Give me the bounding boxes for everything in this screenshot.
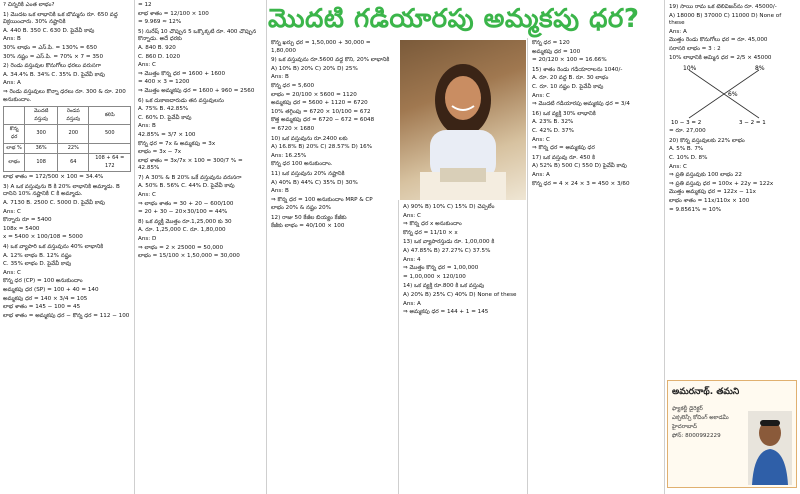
text-line: A. 440 B. 350 C. 630 D. పైవేవీ కావు <box>3 27 95 34</box>
text-line: 7) A 30% & B 20% ఒకే వస్తువును వరుసగా <box>138 174 242 181</box>
text-line: A) 52% B) 500 C) 550 D) పైవేవీ కావు <box>532 163 627 170</box>
text-line: = 9.8561% ≈ 10% <box>669 206 722 213</box>
text-line: Ans: A <box>669 28 687 35</box>
text-line: A) 47.85% B) 27.27% C) 37.5% <box>403 247 491 254</box>
text-line: Ans: C <box>138 62 156 69</box>
author-portrait <box>748 411 792 485</box>
text-line: A. రూ. 20 వద్ద B. రూ. 30 లాభం <box>532 75 609 82</box>
text-line: 5) సురేష్ 10 చొప్పున 5 ఒక్కొక్కటి రూ. 400 చొప్పున కొన్నాడు. అదే ధరకు <box>138 28 257 43</box>
headline: మొదటి గడియారపు అమ్మకపు ధర? <box>268 4 640 34</box>
text-line: A. 5% B. 7% <box>669 146 704 153</box>
text-line: = 12 <box>138 2 152 8</box>
text-line: లాభ శాతం = 12/100 × 100 <box>138 10 209 17</box>
text-line: A. 23% B. 32% <box>532 119 574 126</box>
diagram-right: 8% <box>755 65 765 73</box>
text-line: ⇒ ప్రతి వస్తువుకు 100 లాభం 22 <box>669 172 742 179</box>
author-portrait-illustration <box>748 411 792 485</box>
text-line: A. 840 B. 920 <box>138 44 176 51</box>
text-line: ⇒ మొత్తం కొన్న ధర = 1600 + 1600 <box>138 70 226 77</box>
text-line: కొన్న ధర = 11/10 × x <box>403 229 458 236</box>
text-line: మొత్తం రెండు కొనుగోలు ధర = రూ. 45,000 <box>669 37 768 44</box>
author-org: ఎక్సలెన్సీ కోచింగ్ అకాడమీ <box>672 415 729 421</box>
column-2 <box>135 0 266 494</box>
column-divider <box>398 200 399 494</box>
diagram-ratio-left: 10 − 3 = 2 <box>671 120 702 127</box>
text-line: 2) రెండు వస్తువుల కొనుగోలు ధరలు వరుసగా <box>3 63 101 70</box>
text-line: A) 16.8% B) 20% C) 28.57% D) 16% <box>271 144 373 151</box>
author-name: అమరనాథ్. తమని <box>672 387 740 397</box>
text-line: 3) A ఒక వస్తువును B కి 20% లాభానికి అమ్మాడు. B దానిని 10% నష్టానికి C కి అమ్మాడు. <box>3 183 120 198</box>
text-line: = 9.969 ≈ 12% <box>138 19 182 26</box>
text-line: 30% నష్టం = ఎస్.పి. = 70% × 7 = 350 <box>3 53 104 60</box>
text-line: Ans: B <box>3 36 21 43</box>
text-line: Ans: B <box>138 123 156 130</box>
text-line: C. రూ. 10 నష్టం D. పైవేవీ కావు <box>532 83 604 90</box>
text-line: 10) ఒక వస్తువును రూ.2400 లకు <box>271 135 348 142</box>
text-line: Ans: C <box>403 212 421 219</box>
text-line: సరాసరి లాభం = 3 : 2 <box>669 45 721 52</box>
text-line: ⇒ లాభం శాతం = 30 + 20 − 600/100 <box>138 200 234 207</box>
text-line: 10% లాభానికి అమ్మిన ధర = 2/5 × 45000 <box>669 54 772 61</box>
column-3 <box>268 38 398 494</box>
text-line: A. 7130 B. 2500 C. 5000 D. పైవేవీ కావు <box>3 200 106 207</box>
text-line: లాభం = 15/100 × 1,50,000 = 30,000 <box>138 253 240 260</box>
author-phone: ఫోన్: 8000992229 <box>672 433 721 439</box>
text-line: ⇒ కొన్న ధర x అనుకుందాం <box>403 221 462 228</box>
text-line: ⇒ రెండు వస్తువులు కొన్నా ధరలు రూ. 300 & రూ. 200 అనుకుందాం. <box>3 88 126 103</box>
table-cell: కొన్న ధర <box>4 125 25 143</box>
text-line: = 6720 × 1680 <box>271 125 315 132</box>
text-line: ⇒ మొదటి గడియారపు అమ్మకపు ధర = 3/4 <box>532 101 630 108</box>
text-line: లాభ శాతం = 172/500 × 100 = 34.4% <box>3 174 104 181</box>
text-line: ⇒ లాభం = 2 × 25000 = 50,000 <box>138 244 224 251</box>
text-line: 20) కొన్న వస్తువులకు 22% లాభం <box>669 137 745 144</box>
text-line: Ans: C <box>3 269 21 276</box>
text-line: 15) శాతం రెండు గడియారాలను 1040/- <box>532 66 623 73</box>
author-city: హైదరాబాద్ <box>672 424 697 430</box>
table-cell: కలిపి <box>89 107 131 125</box>
text-line: కొన్న ధర (CP) = 100 అనుకుందాం <box>3 278 83 285</box>
column-6 <box>666 0 800 378</box>
text-line: Ans: C <box>3 208 21 215</box>
text-line: కొన్న ధర = 4 × 24 × 3 = 450 × 3/60 <box>532 180 630 187</box>
text-line: 16) ఒక వ్యక్తి 30% లాభానికి <box>532 110 596 117</box>
text-line: Ans: 16.25% <box>271 152 307 159</box>
student-illustration <box>400 40 526 200</box>
column-divider <box>664 0 665 494</box>
diagram-center: 6% <box>728 91 738 99</box>
text-line: A. 50% B. 56% C. 44% D. పైవేవీ కావు <box>138 183 235 190</box>
text-line: Ans: A <box>532 171 550 178</box>
text-line: Ans: C <box>669 163 687 170</box>
text-line: 9) ఒక వస్తువును రూ.5600 వద్ద కొని, 20% లాభానికి <box>271 57 390 64</box>
text-line: A) 90% B) 10% C) 15% D) చెప్పలేం <box>403 204 495 210</box>
table-row <box>4 143 131 154</box>
text-line: Ans: C <box>532 136 550 143</box>
text-line: = రూ. 27,000 <box>669 128 706 135</box>
text-line: లాభ శాతం = 3x/7x × 100 = 300/7 % = 42.85% <box>138 157 243 172</box>
text-line: Ans: C <box>138 192 156 199</box>
table-cell <box>89 143 131 154</box>
table-cell: 300 <box>25 125 58 143</box>
text-line: C. 35% లాభం D. పైవేవీ కావు <box>3 261 72 268</box>
text-line: A. 75% B. 42.85% <box>138 106 189 113</box>
author-role: ఫ్యాకల్టీ డైరెక్టర్ <box>672 406 703 412</box>
text-line: అమ్మకపు ధర = 100 <box>532 48 581 55</box>
column-divider <box>266 0 267 494</box>
text-line: కొన్న ధర 100 అనుకుందాం. <box>271 161 333 168</box>
text-line: Ans: A <box>403 300 421 307</box>
table-row <box>4 125 131 143</box>
text-line: = 400 × 3 = 1200 <box>138 79 190 86</box>
text-line: A) 10% B) 20% C) 20% D) 25% <box>271 65 358 72</box>
text-line: 14) ఒక వ్యక్తి రూ.800 కి ఒక వస్తువు <box>403 283 485 290</box>
text-line: Ans: C <box>532 92 550 99</box>
text-line: ⇒ కొన్న ధర = అమ్మకపు ధర <box>532 145 595 152</box>
text-line: A. 34.4% B. 34% C. 35% D. పైవేవీ కావు <box>3 71 105 78</box>
text-line: C. 860 D. 1020 <box>138 53 181 60</box>
text-line: ⇒ మొత్తం అమ్మకపు ధర = 1600 + 960 = 2560 <box>138 87 255 94</box>
text-line: 11) ఒక వస్తువును 20% నష్టానికి <box>271 170 345 177</box>
text-line: = 20 + 30 − 20×30/100 = 44% <box>138 209 228 216</box>
text-line: కొన్నారు రూ = 5400 <box>3 217 52 224</box>
table-cell <box>4 107 25 125</box>
text-line: A) 20% B) 25% C) 40% D) None of these <box>403 291 517 298</box>
text-line: x = 5400 × 100/108 = 5000 <box>3 234 83 241</box>
table-cell: లాభ % <box>4 143 25 154</box>
text-line: Ans: A <box>3 80 21 87</box>
table-cell: 64 <box>58 154 89 172</box>
text-line: 13) ఒక వ్యాపారస్తుడు రూ. 1,00,000 కి <box>403 239 495 246</box>
text-line: = 20/120 × 100 = 16.66% <box>532 57 607 64</box>
text-line: ⇒ మొత్తం కొన్న ధర = 1,00,000 <box>403 265 479 272</box>
text-line: లాభ శాతం = 145 − 100 = 45 <box>3 304 81 311</box>
text-line: 1) మొదట ఒక లాభానికి ఒక బొమ్మను రూ. 650 వద్ద విక్రయించారు. 30% నష్టానికి <box>3 11 118 26</box>
text-line: C. 10% D. 8% <box>669 154 708 161</box>
text-line: కేజీకు లాభం = 40/100 × 100 <box>271 223 345 230</box>
student-photo <box>400 40 526 200</box>
text-line: = 1,00,000 × 120/100 <box>403 273 466 280</box>
text-line: Ans: B <box>271 74 289 81</box>
text-line: A. 12% లాభం B. 12% నష్టం <box>3 252 72 259</box>
text-line: ? చిన్నరికి ఎంత లాభం? <box>3 2 55 8</box>
text-line: 30% లాభం = ఎస్.పి. = 130% = 650 <box>3 44 97 51</box>
diagram-ratio-right: 3 − 2 = 1 <box>739 120 766 127</box>
text-line: కొన్న ధర = 7x & అమ్మకపు = 3x <box>138 140 216 147</box>
text-line: 10% తగ్గింపు = 6720 × 10/100 = 672 <box>271 108 371 115</box>
text-line: ⇒ అమ్మకపు ధర = 144 + 1 = 145 <box>403 309 489 316</box>
text-line: 19) సాయి రామ ఒక టెలివిజన్‌ను రూ. 45000/- <box>669 4 777 10</box>
table-cell: లాభం <box>4 154 25 172</box>
column-4 <box>400 202 526 494</box>
table-cell: 36% <box>25 143 58 154</box>
table-cell: మొదటి వస్తువు <box>25 107 58 125</box>
table-cell: 108 <box>25 154 58 172</box>
table-cell: 200 <box>58 125 89 143</box>
table-cell: 22% <box>58 143 89 154</box>
table-cell: రెండవ వస్తువు <box>58 107 89 125</box>
text-line: C. 42% D. 37% <box>532 127 574 134</box>
table-cell: 500 <box>89 125 131 143</box>
text-line: 12) రాజు 50 కేజీల బియ్యం కేజీకు <box>271 214 347 221</box>
diagram-left: 10% <box>683 65 697 73</box>
text-line: అమ్మకపు ధర = 140 × 3/4 = 105 <box>3 295 88 302</box>
text-line: ⇒ ప్రతి వస్తువు ధర = 100x + 22y = 122x <box>669 180 774 187</box>
text-line: కొన్న ఖర్చు ధర = 1,50,000 + 30,000 = 1,80,000 <box>271 40 371 54</box>
text-line: Ans: D <box>138 236 157 243</box>
column-5 <box>529 38 663 494</box>
text-line: A. రూ. 1,25,000 C. రూ. 1,80,000 <box>138 227 226 234</box>
author-box <box>667 380 797 488</box>
text-line: C. 60% D. పైవేవీ కావు <box>138 114 192 121</box>
text-line: లాభం = 20/100 × 5600 = 1120 <box>271 91 357 98</box>
text-line: A) 18000 B) 37000 C) 11000 D) None of these <box>669 12 782 27</box>
text-line: లాభం = 3x − 7x <box>138 149 182 156</box>
column-divider <box>527 38 528 494</box>
text-line: 108x = 5400 <box>3 225 40 232</box>
text-line: కొన్న ధర = 120 <box>532 40 570 46</box>
text-line: 17) ఒక వస్తువు రూ. 450 కి <box>532 154 596 161</box>
text-line: Ans: 4 <box>403 256 421 263</box>
text-line: Ans: B <box>271 188 289 195</box>
text-line: 42.85% = 3/7 × 100 <box>138 131 196 138</box>
table-row <box>4 107 131 125</box>
text-line: A) 40% B) 44% C) 35% D) 30% <box>271 179 358 186</box>
text-line: 8) ఒక వ్యక్తి మొత్తం రూ.1,25,000 కు 30 <box>138 218 232 225</box>
ratio-diagram <box>669 64 779 126</box>
table-cell: 108 + 64 = 172 <box>89 154 131 172</box>
text-line: లాభ శాతం = అమ్మకపు ధర − కొన్న ధర = 112 − 100 <box>3 312 130 319</box>
text-line: లాభం శాతం = 11x/110x × 100 <box>669 197 750 204</box>
table-row <box>4 154 131 172</box>
text-line: కొత్త అమ్మకపు ధర = 6720 − 672 = 6048 <box>271 117 375 124</box>
text-line: మొత్తం అమ్మకపు ధర = 122x − 11x <box>669 189 756 196</box>
text-line: లాభం 20% & నష్టం 20% <box>271 205 331 212</box>
text-line: అమ్మకపు ధర (SP) = 100 + 40 = 140 <box>3 287 99 293</box>
text-line: అమ్మకపు ధర = 5600 + 1120 = 6720 <box>271 100 368 107</box>
text-line: 4) ఒక వ్యాపారి ఒక వస్తువును 40% లాభానికి <box>3 244 104 251</box>
text-line: కొన్న ధర = 5,600 <box>271 82 315 89</box>
text-line: 6) ఒక దుకాణదారుడు తన వస్తువులను <box>138 97 224 104</box>
profit-table <box>3 106 131 172</box>
text-line: ⇒ కొన్న ధర = 100 అనుకుందాం MRP & CP <box>271 196 373 203</box>
column-1 <box>0 0 134 494</box>
